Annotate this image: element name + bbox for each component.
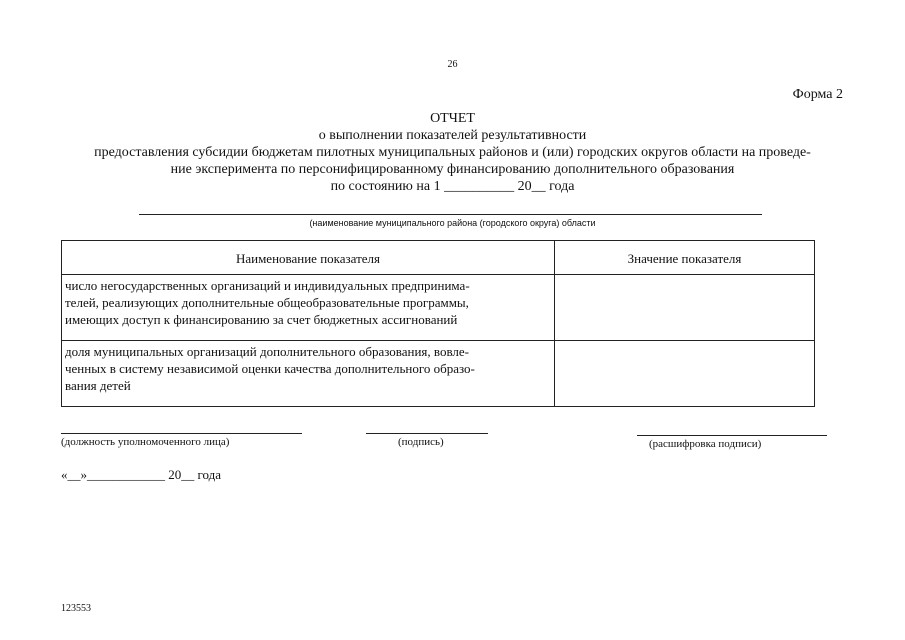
indicator-value-cell[interactable] bbox=[555, 341, 815, 407]
indicator-name-line: телей, реализующих дополнительные общеобразовательные программы, bbox=[65, 295, 469, 310]
indicators-table bbox=[61, 240, 815, 407]
table-row bbox=[62, 341, 815, 407]
report-subtitle-line: предоставления субсидии бюджетам пилотных муниципальных районов и (или) городских округов области на проведе- bbox=[94, 145, 811, 160]
decoding-blank-line bbox=[637, 435, 827, 436]
indicator-value-header: Значение показателя bbox=[555, 241, 815, 275]
page-number: 26 bbox=[447, 59, 458, 70]
indicator-name-line: ченных в систему независимой оценки качества дополнительного образо- bbox=[65, 361, 475, 376]
report-title: ОТЧЕТ bbox=[430, 111, 475, 126]
signature-blank-line bbox=[366, 433, 488, 434]
position-caption: (должность уполномоченного лица) bbox=[61, 436, 230, 448]
signing-date-line: «__»____________ 20__ года bbox=[61, 467, 222, 482]
indicator-name-line: число негосударственных организаций и индивидуальных предпринима- bbox=[65, 278, 470, 293]
signature-caption: (подпись) bbox=[398, 436, 444, 448]
report-title-block bbox=[0, 110, 905, 195]
municipality-caption: (наименование муниципального района (городского округа) области bbox=[309, 218, 596, 228]
table-header-row bbox=[62, 241, 815, 275]
indicator-name-cell bbox=[62, 341, 555, 407]
position-blank-line bbox=[61, 433, 302, 434]
decoding-caption: (расшифровка подписи) bbox=[649, 438, 762, 450]
report-date-line: по состоянию на 1 __________ 20__ года bbox=[330, 179, 575, 194]
table-row bbox=[62, 275, 815, 341]
indicator-name-line: имеющих доступ к финансированию за счет бюджетных ассигнований bbox=[65, 312, 458, 327]
document-id: 123553 bbox=[61, 603, 91, 614]
indicator-name-header: Наименование показателя bbox=[62, 241, 555, 275]
indicator-name-cell bbox=[62, 275, 555, 341]
indicator-name-line: вания детей bbox=[65, 378, 131, 393]
indicator-name-line: доля муниципальных организаций дополнительного образования, вовле- bbox=[65, 344, 470, 359]
report-subtitle-line: ние эксперимента по персонифицированному финансированию дополнительного образования bbox=[170, 162, 735, 177]
form-label: Форма 2 bbox=[792, 87, 843, 102]
report-subtitle-line: о выполнении показателей результативности bbox=[318, 128, 587, 143]
municipality-blank-line bbox=[139, 214, 762, 215]
indicator-value-cell[interactable] bbox=[555, 275, 815, 341]
